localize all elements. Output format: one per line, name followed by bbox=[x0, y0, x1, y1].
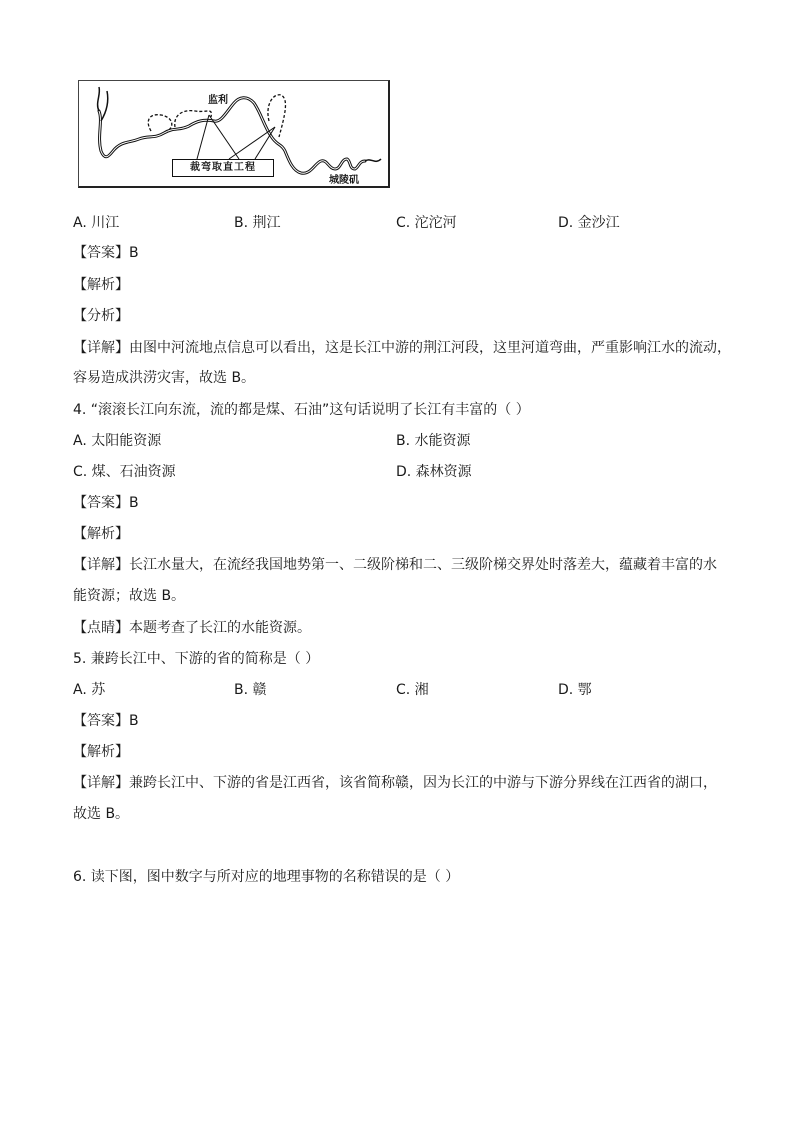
q4-detail-line-2: 能资源；故选 B。 bbox=[73, 588, 186, 604]
q5-option-a: A. 苏 bbox=[73, 682, 106, 698]
q5-question: 5. 兼跨长江中、下游的省的简称是（ ） bbox=[73, 651, 320, 667]
q3-analysis-heading: 【解析】 bbox=[73, 277, 129, 293]
q3-fenxi-heading: 【分析】 bbox=[73, 308, 129, 324]
q4-option-a: A. 太阳能资源 bbox=[73, 433, 162, 449]
q5-answer: 【答案】B bbox=[73, 713, 139, 729]
q5-option-d: D. 鄂 bbox=[558, 682, 592, 698]
q3-detail-line-1: 【详解】由图中河流地点信息可以看出，这是长江中游的荆江河段，这里河道弯曲，严重影响江水的流动， bbox=[73, 340, 731, 356]
q5-detail-line-1: 【详解】兼跨长江中、下游的省是江西省，该省简称赣，因为长江的中游与下游分界线在江西省的湖口， bbox=[73, 775, 717, 791]
q4-answer: 【答案】B bbox=[73, 495, 139, 511]
q4-question: 4. “滚滚长江向东流，流的都是煤、石油”这句话说明了长江有丰富的（ ） bbox=[73, 402, 530, 418]
q4-analysis-heading: 【解析】 bbox=[73, 526, 129, 542]
q5-detail-line-2: 故选 B。 bbox=[73, 806, 130, 822]
q4-option-d: D. 森林资源 bbox=[396, 464, 472, 480]
q3-option-c: C. 沱沱河 bbox=[396, 215, 457, 231]
q5-analysis-heading: 【解析】 bbox=[73, 744, 129, 760]
q3-answer: 【答案】B bbox=[73, 245, 139, 261]
q3-option-d: D. 金沙江 bbox=[558, 215, 620, 231]
q4-option-b: B. 水能资源 bbox=[396, 433, 471, 449]
q3-detail-line-2: 容易造成洪涝灾害，故选 B。 bbox=[73, 370, 256, 386]
q5-option-b: B. 赣 bbox=[234, 682, 267, 698]
q3-option-a: A. 川江 bbox=[73, 215, 120, 231]
q6-question: 6. 读下图，图中数字与所对应的地理事物的名称错误的是（ ） bbox=[73, 869, 460, 885]
q4-dianjing: 【点睛】本题考查了长江的水能资源。 bbox=[73, 620, 311, 636]
q4-detail-line-1: 【详解】长江水量大，在流经我国地势第一、二级阶梯和二、三级阶梯交界处时落差大，蕴藏着丰富的水 bbox=[73, 557, 717, 573]
label-jianli: 监利 bbox=[208, 95, 228, 106]
q5-option-c: C. 湘 bbox=[396, 682, 429, 698]
q4-option-c: C. 煤、石油资源 bbox=[73, 464, 176, 480]
label-chenglingji: 城陵矶 bbox=[329, 175, 359, 186]
q3-option-b: B. 荆江 bbox=[234, 215, 281, 231]
label-cut-off-project: 裁弯取直工程 bbox=[172, 159, 274, 177]
river-map-figure bbox=[78, 80, 390, 188]
